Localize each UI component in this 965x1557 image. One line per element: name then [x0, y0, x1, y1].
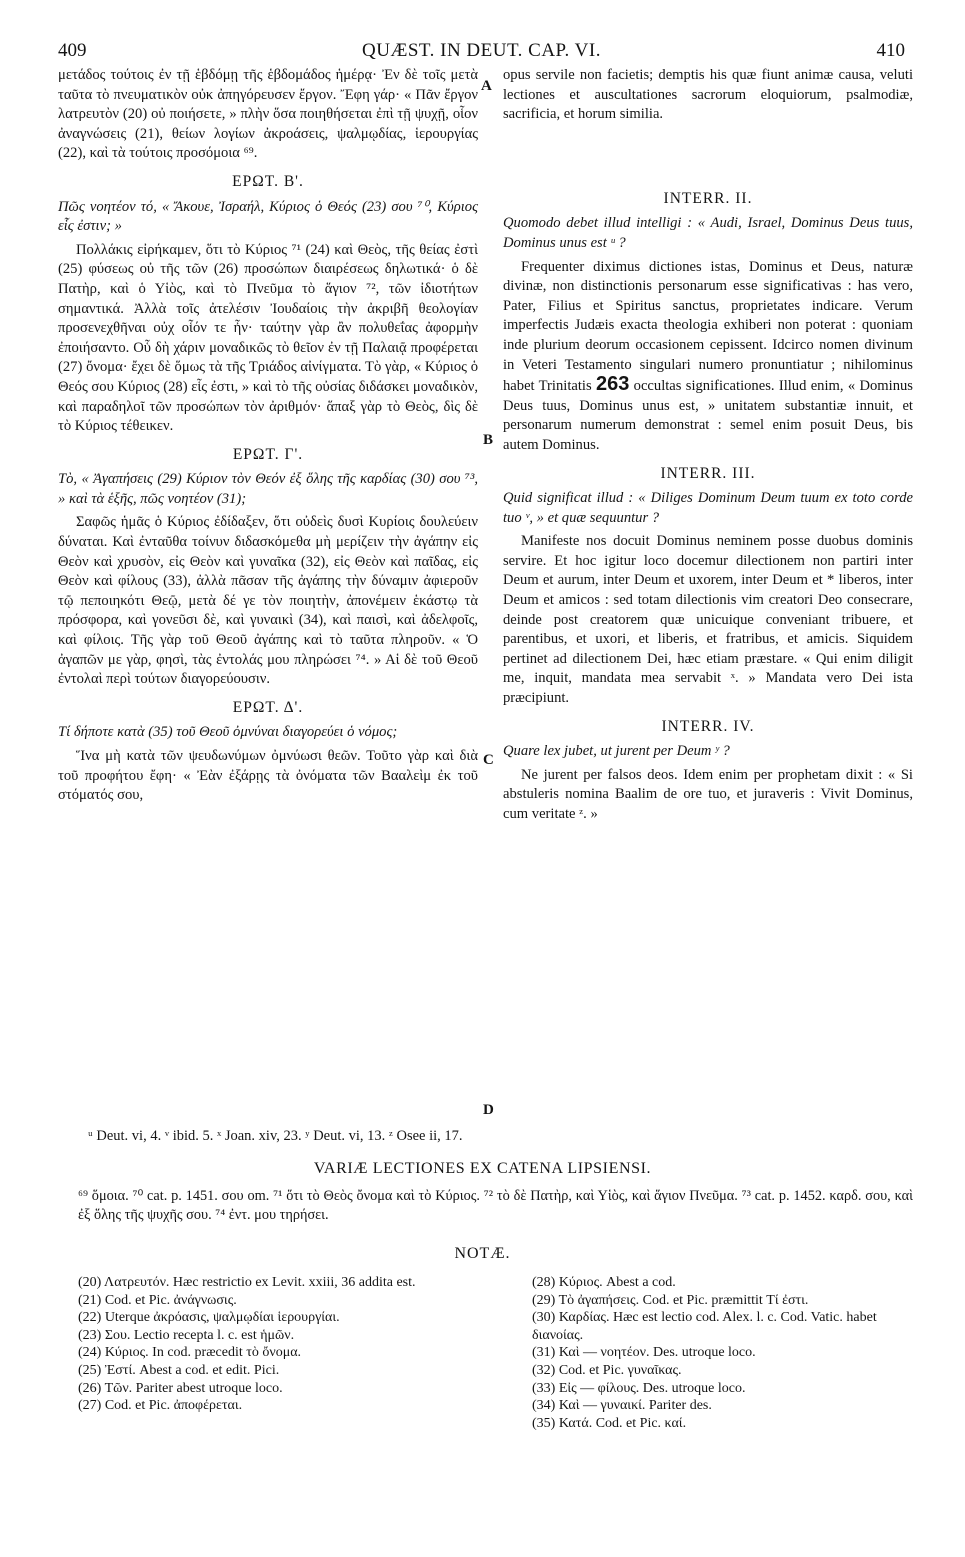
margin-letter-d: D	[483, 1102, 494, 1118]
greek-answer-4: Ἵνα μὴ κατὰ τῶν ψευδωνύμων ὀμνύωσι θεῶν. Τοῦτο γὰρ καὶ διὰ τοῦ προφήτου ἔφη· « Ἐὰν ἐξάρῃς τὰ ὀνόματα τῶν Βααλεὶμ ἐκ τοῦ στόματός σου,	[58, 748, 478, 804]
greek-question-3: Τὸ, « Ἀγαπήσεις (29) Κύριον τὸν Θεόν ἐξ ὅλης τῆς καρδίας (30) σου ⁷³, » καὶ τὰ ἑξῆς, πῶς νοητέον (31);	[58, 471, 478, 507]
margin-letter-b: B	[483, 432, 494, 448]
variae-lectiones-title: VARIÆ LECTIONES EX CATENA LIPSIENSI.	[313, 1160, 652, 1177]
latin-answer-4: Ne jurent per falsos deos. Idem enim per prophetam dixit : « Si abstuleris nomina Baalim de ore tuo, et juraveris : Vivit Dominus, cum veritate ᶻ. »	[503, 766, 913, 822]
greek-column	[58, 66, 478, 806]
latin-answer-3: Manifeste nos docuit Dominus neminem posse duobus dominis servire. Et hoc igitur loco docemur dilectionem non partiri inter Deum et aurum, inter Deum et uxorem, inter Deum et * liberos, inter Deum et amicos : sed totam dilectionis vim creatori Deo consecrare, deinde post creatorem quæ unicuique conveniant tribuere, et parentibus, et uxori, et liberis, et fratribus, et amicis. Siquidem pertinet ad dilectionem Dei, hæc etiam præstare. « Qui enim diligit me, inquit, mandata mea servabit ˣ. » Mandata vero Dei ista præcipiunt.	[503, 533, 913, 707]
greek-opening: μετάδος τούτοις ἐν τῇ ἑβδόμῃ τῆς ἑβδομάδος ἡμέρᾳ· Ἐν δὲ τοῖς μετὰ ταῦτα τὸ πνευματικὸν οὐκ ἀπηγόρευσεν ἔργον. Ἔφη γάρ· « Πᾶν ἔργον λατρευτὸν (20) οὐ ποιήσετε, » πλὴν ὅσα ποιηθήσεται ἐπὶ τῇ ψυχῇ, οἷον ἀναγνώσεις (21), θείων λογίων ἀκροάσεις, ψαλμῳδίας, ἱερουργίας (22), καὶ τὰ τούτοις προσόμοια ⁶⁹.	[58, 67, 478, 162]
latin-heading-2: INTERR. II.	[663, 189, 753, 207]
latin-question-4: Quare lex jubet, ut jurent per Deum ʸ ?	[503, 743, 730, 760]
note-32: (32) Cod. et Pic. γυναῖκας.	[532, 1362, 682, 1378]
note-26: (26) Τῶν. Pariter abest utroque loco.	[78, 1380, 283, 1396]
greek-question-4: Τί δήποτε κατὰ (35) τοῦ Θεοῦ ὀμνύναι διαγορεύει ὁ νόμος;	[58, 724, 398, 741]
latin-answer-2-part-1: Frequenter diximus dictiones istas, Dominus et Deus, naturæ divinæ, non distinctionis personarum esse significativas : has vero, Pater, Filius et Spiritus sanctus, proprietates indicare. Verum imperfectis Judæis exacta theologia exhiberi non poterat : quoniam inde plurium deorum occasionem cepissent. Idcirco nomen divinum in Veteri Testamento singulari numero pronuntiatur ; nihilominus habet Trinitatis	[503, 258, 913, 395]
greek-answer-3: Σαφῶς ἡμᾶς ὁ Κύριος ἐδίδαξεν, ὅτι οὐδεὶς δυσὶ Κυρίοις δουλεύειν δύναται. Καὶ ἐνταῦθα τοίνυν διδασκόμεθα μὴ μερίζειν τὴν ἀγάπην εἰς Θεὸν καὶ χρυσὸν, εἰς Θεὸν καὶ γυναῖκα (32), εἰς Θεὸν καὶ παῖδας, εἰς Θεὸν καὶ φίλους (33), ἀλλὰ πᾶσαν τῆς ἀγάπης τὴν δύναμιν ἀφιεροῦν τῷ πεποιηκότι Θεῷ, μετὰ δέ γε τὸν ποιητὴν, ἀπονέμειν ἑκάστῳ τὰ πρόσφορα, καὶ γονεῦσι δὲ, καὶ γυναικὶ (34), καὶ παισὶ, καὶ ἀδελφοῖς, καὶ φίλοις. Τῆς γὰρ τοῦ Θεοῦ ἀγάπης καὶ τὸ ταῦτα πληροῦν. « Ὁ ἀγαπῶν με γὰρ, φησὶ, τὰς ἐντολάς μου πληρώσει ⁷⁴. » Αἱ δὲ τοῦ Θεοῦ ἐντολαὶ περὶ τούτων διαγορεύουσιν.	[58, 514, 478, 688]
latin-question-2: Quomodo debet illud intelligi : « Audi, Israel, Dominus Deus tuus, Dominus unus est ᵘ ?	[503, 215, 913, 251]
greek-question-2: Πῶς νοητέον τό, « Ἄκουε, Ἰσραήλ, Κύριος ὁ Θεός (23) σου ⁷⁰, Κύριος εἷς ἐστιν; »	[58, 198, 478, 235]
greek-heading-4: ΕΡΩΤ. Δ'.	[232, 698, 304, 716]
note-25: (25) Ἐστί. Abest a cod. et edit. Pici.	[78, 1362, 280, 1378]
margin-letter-a: A	[481, 78, 492, 94]
right-page-number: 410	[876, 40, 905, 61]
notes-title: NOTÆ.	[454, 1245, 511, 1262]
note-35: (35) Κατά. Cod. et Pic. καί.	[532, 1415, 687, 1431]
column-number: 263	[595, 373, 630, 396]
notes-right-column	[532, 1274, 922, 1432]
note-29: (29) Τὸ ἀγαπήσεις. Cod. et Pic. præmittit Τί ἐστι.	[532, 1292, 809, 1308]
greek-answer-2: Πολλάκις εἰρήκαμεν, ὅτι τὸ Κύριος ⁷¹ (24) καὶ Θεὸς, τῆς θείας ἐστὶ (25) φύσεως οὐ τῆς τῶν (26) προσώπων διαιρέσεως δηλωτικά· ὁ δὲ Πατὴρ, καὶ ὁ Υἱὸς, καὶ τὸ Πνεῦμα τὸ ἅγιον ⁷², τῶν ἰδιοτήτων σημαντικά. Ἀλλὰ τοῖς ἀτελέσιν Ἰουδαίοις τὴν ἀκριβῆ θεολογίαν προσενεχθῆναι οὐχ οἷόν τε ἦν· ταύτην γὰρ ἂν πολυθεΐας ἀφορμὴν ἐποιήσαντο. Οὗ δὴ χάριν μοναδικῶς τὸ θεῖον ἐν τῇ Παλαιᾷ προφέρεται (27) ὄνομα· ἔχει δὲ ὅμως τὰ τῆς Τριάδος αἰνίγματα. Τὸ γὰρ, « Κύριος ὁ Θεός σου Κύριος (28) εἷς ἐστι, » καὶ τὸ τῆς οὐσίας διδάσκει μοναδικὸν, καὶ παραδηλοῖ τῶν προσώπων τὸν ἀριθμόν· ἅπαξ γὰρ τὸ Θεὸς, δὶς δὲ τὸ Κύριος τέθεικεν.	[58, 241, 478, 435]
latin-question-3: Quid significat illud : « Diliges Dominum Deum tuum ex toto corde tuo ᵛ, » et quæ sequuntur ?	[503, 490, 913, 526]
note-28: (28) Κύριος. Abest a cod.	[532, 1275, 676, 1290]
note-20: (20) Λατρευτόν. Hæc restrictio ex Levit. xxiii, 36 addita est.	[78, 1275, 416, 1290]
note-23: (23) Σου. Lectio recepta l. c. est ἡμῶν.	[78, 1327, 295, 1343]
notes-left-column	[78, 1274, 493, 1415]
note-22: (22) Uterque ἀκρόασις, ψαλμῳδίαι ἱερουργίαι.	[78, 1310, 340, 1326]
note-30: (30) Καρδίας. Hæc est lectio cod. Alex. l. c. Cod. Vatic. habet διανοίας.	[532, 1310, 877, 1343]
greek-heading-2: ΕΡΩΤ. Β'.	[232, 172, 304, 190]
latin-opening: opus servile non facietis; demptis his quæ fiunt animæ causa, veluti lectiones et auscultationes sacrorum eloquiorum, psalmodiæ, sacrificia, et horum similia.	[503, 67, 913, 123]
note-33: (33) Εἰς — φίλους. Des. utroque loco.	[532, 1380, 746, 1396]
scripture-references: ᵘ Deut. vi, 4. ᵛ ibid. 5. ˣ Joan. xiv, 23. ʸ Deut. vi, 13. ᶻ Osee ii, 17.	[88, 1128, 463, 1144]
variae-lectiones-text: ⁶⁹ ὅμοια. ⁷⁰ cat. p. 1451. σου om. ⁷¹ ὅτι τὸ Θεὸς ὄνομα καὶ τὸ Κύριος. ⁷² τὸ δὲ Πατὴρ, καὶ Υἱὸς, καὶ ἅγιον Πνεῦμα. ⁷³ cat. p. 1452. καρδ. σου, καὶ ἐξ ὅλης τῆς ψυχῆς σου. ⁷⁴ ἐντ. μου τηρήσει.	[78, 1188, 913, 1223]
margin-letter-c: C	[483, 752, 494, 768]
greek-heading-3: ΕΡΩΤ. Γ'.	[232, 445, 304, 463]
page-header	[58, 40, 905, 64]
note-27: (27) Cod. et Pic. ἀποφέρεται.	[78, 1398, 243, 1414]
latin-heading-3: INTERR. III.	[660, 464, 756, 482]
note-34: (34) Καὶ — γυναικί. Pariter des.	[532, 1398, 712, 1414]
left-page-number: 409	[58, 40, 87, 61]
note-24: (24) Κύριος. In cod. præcedit τὸ ὄνομα.	[78, 1345, 302, 1361]
note-31: (31) Καὶ — νοητέον. Des. utroque loco.	[532, 1345, 756, 1361]
latin-column	[503, 66, 913, 825]
running-head: QUÆST. IN DEUT. CAP. VI.	[362, 40, 601, 61]
latin-heading-4: INTERR. IV.	[661, 717, 755, 735]
latin-answer-2-part-2: occultas significationes. Illud enim, « Dominus Deus tuus, Dominus unus est, » unitatem substantiæ innuit, et personarum numerum demonstrat : semel enim posuit Deus, bis autem Dominus.	[503, 378, 913, 453]
latin-answer-2	[503, 258, 913, 456]
note-21: (21) Cod. et Pic. ἀνάγνωσις.	[78, 1292, 237, 1308]
